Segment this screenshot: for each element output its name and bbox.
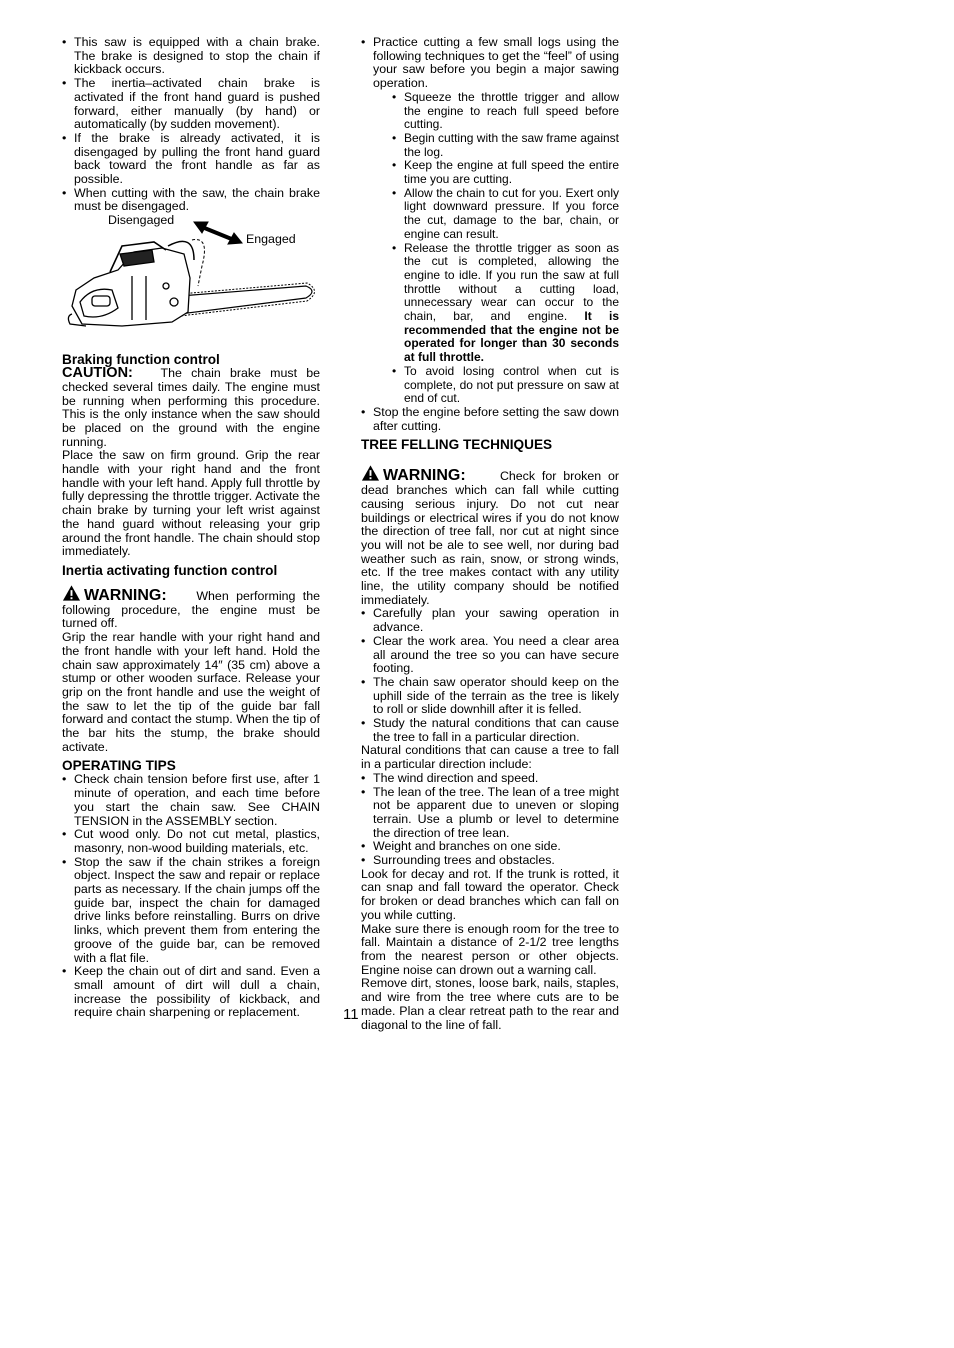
operating-tips-heading: OPERATING TIPS (62, 758, 176, 774)
release-bold-text: It is recommended that the engine not be operated for longer than 30 seconds at full throttle. (404, 309, 620, 365)
warning-label: WARNING: (383, 467, 466, 485)
list-item (361, 36, 619, 406)
list-item: • Begin cutting with the saw frame against the log. (392, 132, 619, 159)
tree-felling-heading: TREE FELLING TECHNIQUES (361, 437, 553, 453)
practice-text: Practice cutting a few small logs using the following techniques to get the “feel” of using your saw before you begin a major sawing operation. (373, 35, 619, 91)
list-item: • Keep the chain out of dirt and sand. Even a small amount of dirt will dull a chain, increase the possibility of kickback, and require chain sharpening or replacement. (62, 965, 320, 1020)
chain-brake-list (62, 36, 320, 214)
disengaged-label: Disengaged (108, 213, 175, 228)
list-item: • The chain saw operator should keep on the uphill side of the terrain as the tree is likely to roll or slide downhill after it is felled. (361, 676, 619, 717)
list-item: • Carefully plan your sawing operation in advance. (361, 607, 619, 634)
warning-text: When performing the following procedure, the engine must be turned off. (62, 588, 320, 631)
room-paragraph: Make sure there is enough room for the tree to fall. Maintain a distance of 2-1/2 tree lengths from the nearest person or other objects. Engine noise can drown out a warning call. (361, 921, 619, 977)
inertia-heading: Inertia activating function control (62, 562, 278, 578)
technique-list (392, 91, 619, 406)
list-item: • The lean of the tree. The lean of a tree might not be apparent due to uneven or sloping terrain. Use a plumb or level to determine the direction of tree lean. (361, 786, 619, 841)
inertia-warning-paragraph (62, 584, 320, 631)
chain-brake-figure (62, 213, 320, 348)
list-item: • To avoid losing control when cut is complete, do not put pressure on saw at end of cut. (392, 365, 619, 406)
braking-paragraph: Place the saw on firm ground. Grip the rear handle with your right hand and the front handle with your left hand. Apply full throttle by fully depressing the throttle trigger. Activate the chain brake by turning your left wrist against the hand guard without releasing your grip around the front handle. The chain should stop immediately. (62, 448, 320, 559)
list-item: • Weight and branches on one side. (361, 840, 619, 854)
list-item: • Stop the saw if the chain strikes a foreign object. Inspect the saw and repair or replace parts as necessary. If the chain jumps off the guide bar, inspect the chain for damaged drive links before reinstalling. Burrs on drive links, which prevent them from entering the groove of the guide bar, can be removed with a flat file. (62, 856, 320, 966)
inertia-paragraph: Grip the rear handle with your right hand and the front handle with your left hand. Hold the chain saw approximately 14″ (35 cm) above a stump or other wooden surface. Release your grip on the front handle and use the weight of the saw to let the tip of the guide bar fall forward and contact the stump. When the tip of the bar hits the stump, the brake should activate. (62, 630, 320, 754)
felling-warning-paragraph (361, 464, 619, 607)
left-column (62, 36, 320, 1020)
list-item (392, 242, 619, 365)
caution-label: CAUTION: (62, 365, 133, 382)
release-text: Release the throttle trigger as soon as the cut is completed, allowing the engine to idle. If you run the saw at full throttle without a cutting load, unnecessary wear can occur to the chain, bar, and engine. (404, 240, 619, 324)
caution-paragraph (62, 367, 320, 449)
list-item: • If the brake is already activated, it is disengaged by pulling the front hand guard back toward the front handle as far as possible. (62, 132, 320, 187)
natural-intro: Natural conditions that can cause a tree to fall in a particular direction include: (361, 743, 619, 772)
natural-conditions-list (361, 772, 619, 868)
warning-triangle-icon (361, 464, 380, 482)
list-item: • The inertia–activated chain brake is activated if the front hand guard is pushed forward, either manually (by hand) or automatically (by sudden movement). (62, 77, 320, 132)
list-item: • Keep the engine at full speed the entire time you are cutting. (392, 159, 619, 186)
decay-paragraph: Look for decay and rot. If the trunk is rotted, it can snap and fall toward the operator. Check for broken or dead branches which can fall on you while cutting. (361, 866, 619, 922)
guide-bar (180, 283, 315, 316)
list-item: • Study the natural conditions that can cause the tree to fall in a particular direction. (361, 717, 619, 744)
page-number: 11 (343, 1006, 359, 1023)
remove-paragraph: Remove dirt, stones, loose bark, nails, staples, and wire from the tree where cuts are to be made. Plan a clear retreat path to the rear and diagonal to the line of fall. (361, 976, 619, 1032)
list-item: • Cut wood only. Do not cut metal, plastics, masonry, non-wood building materials, etc. (62, 828, 320, 855)
felling-list (361, 607, 619, 744)
practice-list (361, 36, 619, 433)
caution-text: The chain brake must be checked several times daily. The engine must be running when performing this procedure. This is the only instance when the saw should be placed on the ground with the engine running. (62, 366, 321, 449)
right-column (361, 36, 619, 1032)
list-item: • When cutting with the saw, the chain brake must be disengaged. (62, 187, 320, 214)
braking-heading: Braking function control (62, 352, 220, 368)
warning-label: WARNING: (84, 586, 167, 604)
warning-triangle-icon (62, 584, 81, 602)
list-item: • Squeeze the throttle trigger and allow the engine to reach full speed before cutting. (392, 91, 619, 132)
list-item: • This saw is equipped with a chain brake. The brake is designed to stop the chain if kickback occurs. (62, 36, 320, 77)
list-item: • Allow the chain to cut for you. Exert only light downward pressure. If you force the cut, damage to the bar, chain, or engine can result. (392, 187, 619, 242)
list-item: • Stop the engine before setting the saw down after cutting. (361, 406, 619, 433)
saw-body (68, 240, 204, 326)
list-item: • Surrounding trees and obstacles. (361, 854, 619, 868)
list-item: • Clear the work area. You need a clear area all around the tree so you can have secure footing. (361, 635, 619, 676)
engaged-label: Engaged (246, 232, 296, 247)
list-item: • Check chain tension before first use, after 1 minute of operation, and each time before you start the chain saw. See CHAIN TENSION in the ASSEMBLY section. (62, 773, 320, 828)
warning-text: Check for broken or dead branches which can fall while cutting causing serious injury. Do not cut near buildings or electrical wires if you do not know the direction of tree fall, nor cut at night since you will not be ale to see well, nor during bad weather such as rain, snow, or strong winds, etc. If the tree makes contact with any utility line, the utility company should be notified immediately. (361, 469, 620, 607)
double-arrow-icon (194, 222, 242, 244)
operating-tips-list (62, 773, 320, 1020)
list-item: • The wind direction and speed. (361, 772, 619, 786)
